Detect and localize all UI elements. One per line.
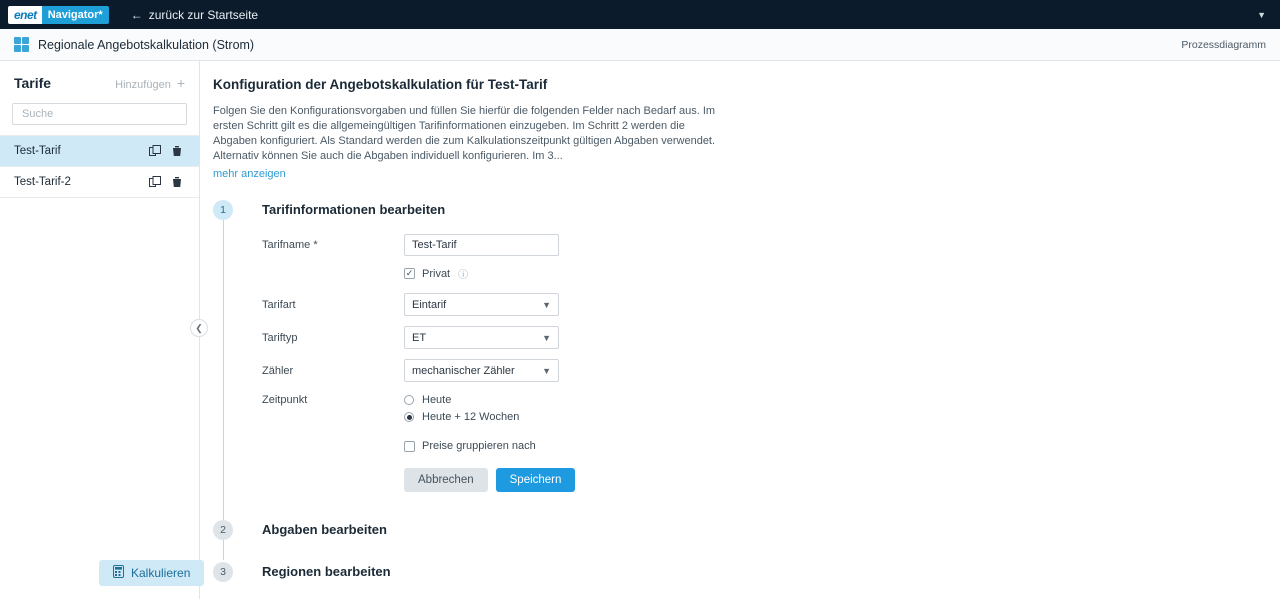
tarifart-select[interactable] — [404, 293, 559, 316]
tariftyp-select[interactable] — [404, 326, 559, 349]
app-logo[interactable] — [8, 6, 109, 24]
sidebar-collapse-toggle[interactable] — [190, 319, 208, 337]
list-item[interactable] — [0, 167, 199, 198]
gruppieren-checkbox[interactable] — [404, 441, 415, 452]
step-2-body — [262, 520, 1260, 540]
grid-icon — [14, 37, 29, 52]
add-tariff-label[interactable]: Hinzufügen — [115, 79, 171, 91]
page-title: Regionale Angebotskalkulation (Strom) — [38, 37, 255, 52]
step-3-bullet[interactable]: 3 — [213, 562, 233, 582]
chevron-left-icon: ❮ — [195, 322, 203, 333]
privat-label: Privat — [422, 267, 451, 280]
gruppieren-checkbox-row — [404, 440, 1260, 452]
process-diagram-link[interactable]: Prozessdiagramm — [1181, 38, 1266, 51]
step-2[interactable] — [213, 520, 1260, 540]
step-1 — [213, 200, 1260, 520]
zaehler-select[interactable] — [404, 359, 559, 382]
back-to-home-link[interactable] — [131, 8, 258, 22]
list-item[interactable] — [0, 136, 199, 167]
tariftyp-value: ET — [412, 331, 427, 344]
back-arrow-icon: ← — [130, 7, 143, 22]
tariff-list — [0, 135, 199, 198]
zeitpunkt-label: Zeitpunkt — [262, 394, 308, 406]
step-spacer — [262, 492, 1260, 520]
info-icon[interactable]: ⓘ — [458, 270, 469, 281]
trash-icon[interactable] — [169, 143, 185, 159]
cancel-button[interactable]: Abbrechen — [404, 468, 488, 492]
sidebar-title: Tarife — [14, 75, 52, 91]
zeitpunkt-option-heute[interactable] — [404, 394, 519, 406]
search-box[interactable] — [12, 103, 187, 125]
calculator-icon — [113, 565, 124, 581]
save-button[interactable]: Speichern — [496, 468, 576, 492]
tarifname-row — [262, 234, 1260, 256]
copy-icon[interactable] — [147, 143, 163, 159]
chevron-down-icon: ▼ — [542, 299, 551, 310]
sidebar-header — [0, 61, 199, 99]
configuration-title: Konfiguration der Angebotskalkulation für Test-Tarif — [213, 77, 548, 92]
calculate-button-label: Kalkulieren — [131, 566, 191, 580]
copy-icon[interactable] — [147, 174, 163, 190]
plus-icon[interactable]: + — [176, 75, 185, 91]
main-content — [200, 61, 1280, 599]
tariff-name: Test-Tarif — [14, 145, 61, 157]
step-1-body — [262, 200, 1260, 520]
zeitpunkt-option-heute-12-wochen[interactable] — [404, 411, 519, 423]
intro-text: Folgen Sie den Konfigurationsvorgaben und füllen Sie hierfür die folgenden Felder nach Bedarf aus. Im ersten Schritt gilt es die allgemeingültigen Tarifinformationen einzugeben. Im Schritt 2 werden die Abgaben konfiguriert. Als Standard werden die zum Kalkulationszeitpunkt gültigen Abgaben verwendet. Alternativ können Sie auch die Abgaben individuell konfigurieren. Im 3... — [213, 105, 716, 162]
step-2-title: Abgaben bearbeiten — [262, 522, 387, 537]
chevron-down-icon: ▼ — [542, 332, 551, 343]
tariftyp-label: Tariftyp — [262, 331, 298, 344]
step-1-bullet[interactable]: 1 — [213, 200, 233, 220]
zeitpunkt-radio-group — [404, 392, 519, 428]
gruppieren-label: Preise gruppieren nach — [422, 440, 536, 452]
step-1-title: Tarifinformationen bearbeiten — [262, 202, 446, 217]
calculate-button[interactable] — [99, 560, 204, 586]
tarifart-value: Eintarif — [412, 298, 447, 311]
back-link-label: zurück zur Startseite — [148, 7, 259, 22]
step-2-bullet[interactable]: 2 — [213, 520, 233, 540]
zaehler-row — [262, 359, 1260, 382]
sidebar — [0, 61, 203, 599]
zeitpunkt-option-label: Heute — [422, 394, 452, 406]
zeitpunkt-row — [262, 392, 1260, 428]
logo-enet-text: enet — [8, 6, 42, 24]
form-buttons — [404, 468, 1260, 492]
chevron-down-icon: ▼ — [542, 365, 551, 376]
search-input[interactable] — [20, 107, 179, 121]
tariff-info-form — [262, 234, 1260, 492]
zaehler-label: Zähler — [262, 364, 294, 377]
zeitpunkt-option-label: Heute + 12 Wochen — [422, 411, 520, 423]
trash-icon[interactable] — [169, 174, 185, 190]
radio-icon[interactable] — [404, 395, 414, 405]
zaehler-value: mechanischer Zähler — [412, 364, 515, 377]
show-more-link[interactable]: mehr anzeigen — [213, 168, 286, 180]
step-3-title: Regionen bearbeiten — [262, 564, 391, 579]
logo-navigator-text: Navigator* — [42, 6, 109, 24]
step-3[interactable] — [213, 562, 1260, 582]
privat-checkbox[interactable] — [404, 268, 415, 279]
tariftyp-row — [262, 326, 1260, 349]
top-bar — [0, 0, 1280, 29]
tarifname-input[interactable] — [404, 234, 559, 256]
sub-header — [0, 29, 1280, 61]
radio-icon[interactable] — [404, 412, 414, 422]
tarifart-row — [262, 293, 1260, 316]
main-layout — [0, 61, 1280, 599]
privat-checkbox-row — [404, 266, 1260, 281]
step-3-body — [262, 562, 1260, 582]
chevron-down-icon[interactable]: ▼ — [1257, 9, 1266, 20]
tariff-name: Test-Tarif-2 — [14, 176, 71, 188]
tarifname-label: Tarifname * — [262, 239, 318, 251]
tarifart-label: Tarifart — [262, 298, 296, 311]
steps-container — [213, 200, 1260, 582]
